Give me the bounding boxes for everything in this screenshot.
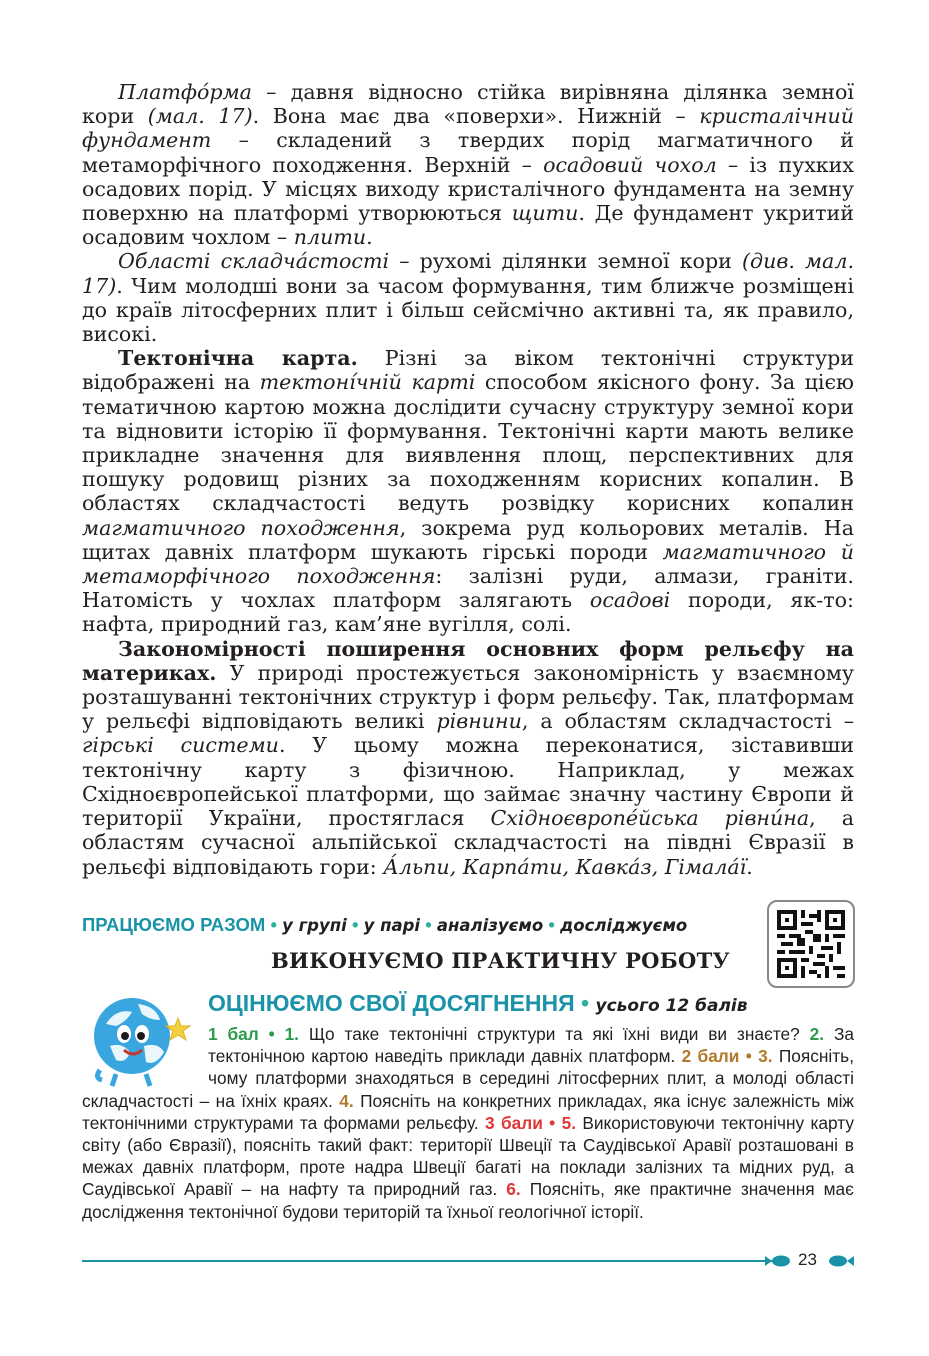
term-cover: осадовий чохол	[543, 152, 717, 177]
figure-reference: (див. мал. 17)	[82, 249, 854, 298]
term-plates: плити	[293, 225, 367, 250]
question-number: 2.	[809, 1024, 825, 1044]
main-text	[82, 80, 854, 879]
paragraph-platform: Платфо́рма – давня відносно стійка вирівняна ділянка земної кори (мал. 17). Вона має два «поверхи». Нижній – кристалічний фундамент – складений з твердих порід магматичного й метаморфічного походження. Верхній – осадовий чохол – із пухких осадових порід. У місцях виходу кристалічного фундамента на земну поверхню на платформі утворюються щити. Де фундамент укритий осадовим чохлом – плити.	[82, 80, 855, 250]
term-folding: Області складча́стості	[118, 249, 390, 274]
question-number: 4.	[339, 1090, 354, 1111]
achievements-title: ОЦІНЮЄМО СВОЇ ДОСЯГНЕННЯ • усього 12 балів	[208, 990, 748, 1016]
question-text: Поясніть на конкретних прикладах, яка існує залежність між тектонічними структурами та формами рельєфу.	[82, 1090, 854, 1133]
score-label: 3 бали •	[485, 1112, 556, 1133]
question-number: 3.	[758, 1046, 773, 1067]
qr-code-icon[interactable]	[767, 900, 855, 988]
tag-group: у групі	[282, 916, 347, 935]
total-score: усього 12 балів	[595, 996, 748, 1016]
question-text: Використовуючи тектонічну карту світу (або Євразії), поясніть такий факт: території Швеції та Саудівської Аравії розташовані в межах давніх платформ, проте надра Швеції багаті на поклади залізних та мідних руд, а Саудівської Аравії – на нафту та природний газ.	[82, 1112, 854, 1200]
figure-reference: (мал. 17)	[147, 104, 253, 129]
practical-work-title: ВИКОНУЄМО ПРАКТИЧНУ РОБОТУ	[271, 948, 730, 973]
work-together-header: ПРАЦЮЄМО РАЗОМ • у групі • у парі • аналізуємо • досліджуємо	[82, 914, 688, 935]
tag-analyze: аналізуємо	[436, 916, 544, 935]
question-text: За тектонічною картою наведіть приклади давніх платформ.	[208, 1024, 855, 1067]
tag-research: досліджуємо	[559, 916, 688, 935]
tag-pair: у парі	[363, 916, 421, 935]
page-number: 23	[798, 1250, 817, 1269]
paragraph-folding: Області складча́стості – рухомі ділянки земної кори (див. мал. 17). Чим молодші вони за часом формування, тим ближче розміщені до країв літосферних плит і більш сейсмічно активні та, як правило, високі.	[82, 249, 854, 347]
question-number: 1.	[284, 1024, 299, 1044]
paragraph-relief-patterns: Закономірності поширення основних форм рельєфу на материках. У природі простежується закономірність у взаємному розташуванні тектонічних структур і форм рельєфу. Так, платформам у рельєфі відповідають великі рівнини, а областям складчастості – гірські системи. У цьому можна переконатися, зіставивши тектонічну карту з фізичною. Наприклад, у межах Східноєвропейської платформи, що займає значну частину Європи й території України, простяглася Східноєвропе́йська рівни́на, а областям сучасної альпійської складчастості на півдні Євразії в рельєфі відповідають гори: А́льпи, Карпа́ти, Кавка́з, Гімала́ї.	[82, 636, 854, 879]
section-heading: Тектонічна карта.	[118, 346, 358, 371]
question-number: 5.	[561, 1112, 576, 1133]
term-platform: Платфо́рма	[118, 80, 252, 104]
score-label: 1 бал •	[208, 1024, 275, 1044]
score-label: 2 бали •	[681, 1046, 752, 1067]
questions-block	[82, 1023, 854, 1223]
fish-ornament-icon	[765, 1254, 793, 1268]
footer-divider	[82, 1260, 772, 1262]
section-heading: Закономірності поширення основних форм рельєфу на материках.	[82, 636, 854, 685]
term-basement: кристалічний фундамент	[82, 104, 854, 153]
question-number: 6.	[506, 1179, 521, 1200]
question-text: Поясніть, яке практичне значення має дослідження тектонічної будови територій та їхньої геологічної історії.	[82, 1179, 854, 1222]
paragraph-tectonic-map: Тектонічна карта. Різні за віком тектонічні структури відображені на тектоні́чній карті способом якісного фону. За цією тематичною картою можна дослідити сучасну структуру земної кори та відновити історію її формування. Тектонічні карти мають велике прикладне значення для виявлення площ, перспективних для пошуку родовищ різних за походженням корисних копалин. В областях складчастості ведуть розвідку корисних копалин магматичного походження, зокрема руд кольорових металів. На щитах давніх платформ шукають гірські породи магматичного й метаморфічного походження: залізні руди, алмази, граніти. Натомість у чохлах платформ залягають осадові породи, як-то: нафта, природний газ, кам’яне вугілля, солі.	[82, 346, 855, 637]
term-shields: щити	[511, 201, 579, 226]
question-text: Поясніть, чому платформи знаходяться в середині літосферних плит, а молоді області складчастості – на їхніх краях.	[82, 1046, 854, 1111]
work-title: ПРАЦЮЄМО РАЗОМ	[82, 914, 266, 935]
fish-ornament-icon	[826, 1254, 854, 1268]
question-text: Що таке тектонічні структури та які їхні види ви знаєте?	[298, 1024, 810, 1044]
